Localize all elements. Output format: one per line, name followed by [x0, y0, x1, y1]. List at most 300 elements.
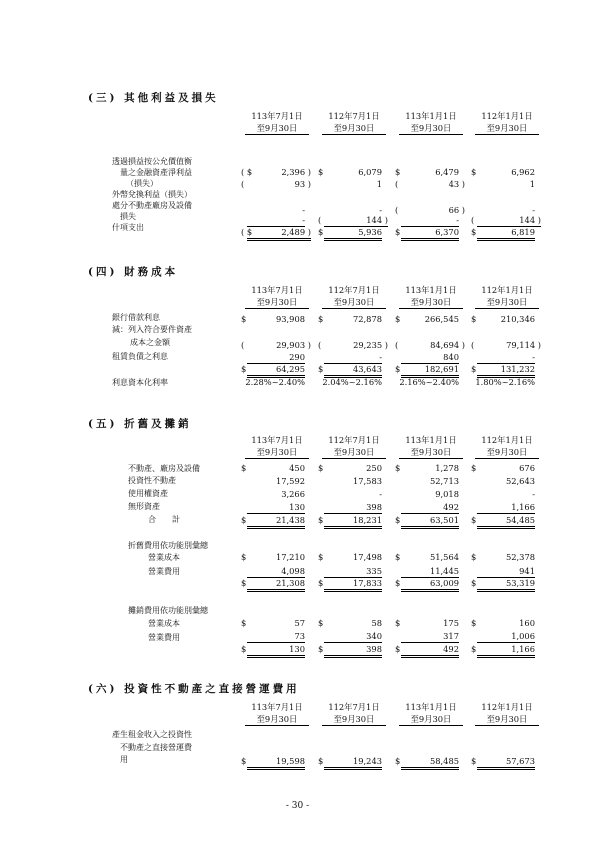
column-header	[322, 701, 386, 726]
value-cell	[395, 463, 465, 474]
section-title: (五) 折舊及攤銷	[88, 418, 192, 430]
value-amount: 17,210	[275, 552, 305, 562]
row-label: 營業成本	[148, 553, 180, 562]
value-cell	[241, 489, 311, 500]
value-cell	[241, 167, 311, 178]
value-cell	[318, 631, 388, 642]
value-cell	[241, 352, 311, 363]
value-amount: 2,489 )	[247, 227, 311, 241]
value-cell	[318, 352, 388, 363]
value-cell	[471, 515, 541, 526]
column-header-period-start: 112年1月1日	[481, 702, 533, 712]
value-cell	[318, 756, 388, 767]
column-header-period-start: 113年1月1日	[405, 111, 457, 121]
value-amount: 58,485	[401, 756, 459, 770]
value-amount: 17,583	[352, 476, 382, 486]
value-cell	[241, 377, 311, 388]
value-amount: 52,643	[505, 476, 535, 486]
value-amount: 17,592	[275, 476, 305, 486]
value-amount: 2.04%~2.16%	[322, 377, 382, 387]
value-cell	[471, 179, 541, 190]
column-header-period-start: 113年7月1日	[251, 702, 303, 712]
row-label: 折舊費用依功能別彙總	[128, 541, 208, 550]
column-header-period-end: 至9月30日	[322, 713, 386, 726]
value-prefix: $	[241, 552, 247, 562]
value-prefix: (	[241, 179, 245, 189]
value-amount: -	[532, 489, 535, 499]
row-label: 銀行借款利息	[112, 313, 160, 322]
value-amount: 9,018	[435, 489, 459, 499]
column-header	[475, 701, 539, 726]
column-header	[399, 110, 463, 135]
value-amount: 144 )	[477, 215, 541, 227]
value-amount: 21,308	[247, 578, 305, 592]
value-cell	[318, 476, 388, 487]
value-prefix: ( $	[241, 227, 253, 237]
value-cell	[318, 314, 388, 325]
column-header	[245, 284, 309, 309]
value-amount: 63,501	[401, 515, 459, 529]
value-cell	[318, 552, 388, 563]
value-amount: -	[379, 489, 382, 499]
value-prefix: $	[395, 578, 401, 588]
value-prefix: ( $	[241, 167, 253, 177]
value-amount: 1,166	[477, 644, 535, 658]
value-prefix: $	[241, 578, 247, 588]
value-cell	[395, 364, 465, 375]
value-amount: 492	[401, 502, 459, 514]
value-amount: 29,903 )	[276, 340, 311, 350]
value-cell	[471, 618, 541, 629]
value-prefix: $	[395, 227, 401, 237]
value-cell	[471, 340, 541, 351]
column-header	[245, 701, 309, 726]
value-amount: 6,079	[358, 167, 382, 177]
value-amount: 43 )	[448, 179, 465, 189]
value-prefix: $	[395, 644, 401, 654]
column-header-period-end: 至9月30日	[399, 446, 463, 459]
row-label: 攤銷費用依功能別彙總	[128, 606, 208, 615]
value-cell	[471, 578, 541, 589]
column-header-period-start: 113年1月1日	[405, 285, 457, 295]
value-amount: 182,691	[401, 364, 459, 378]
column-header	[399, 434, 463, 459]
value-amount: -	[532, 205, 535, 215]
value-cell	[395, 179, 465, 190]
value-cell	[395, 552, 465, 563]
value-prefix: (	[395, 179, 399, 189]
value-cell	[241, 179, 311, 190]
value-amount: 398	[324, 502, 382, 514]
column-header-period-end: 至9月30日	[475, 296, 539, 309]
value-amount: 4,098	[247, 566, 305, 578]
value-cell	[241, 314, 311, 325]
value-prefix: (	[471, 215, 475, 225]
column-header-period-start: 112年7月1日	[328, 111, 380, 121]
value-cell	[318, 566, 388, 577]
value-cell	[471, 463, 541, 474]
value-prefix: $	[318, 515, 324, 525]
value-amount: 266,545	[424, 314, 459, 324]
section-title: (四) 財務成本	[88, 266, 179, 278]
value-amount: 58	[371, 618, 382, 628]
value-prefix: $	[471, 364, 477, 374]
column-header-period-end: 至9月30日	[245, 296, 309, 309]
row-label: 損失	[120, 212, 136, 221]
column-header-period-end: 至9月30日	[475, 446, 539, 459]
value-amount: 144 )	[324, 215, 388, 227]
value-prefix: $	[471, 515, 477, 525]
value-amount: -	[477, 352, 535, 364]
value-prefix: $	[318, 644, 324, 654]
value-prefix: $	[471, 314, 477, 324]
value-cell	[471, 314, 541, 325]
value-cell	[471, 644, 541, 655]
column-header-period-start: 112年1月1日	[481, 111, 533, 121]
row-label: 不動產之直接營運費	[120, 743, 192, 752]
value-prefix: $	[471, 644, 477, 654]
value-prefix: $	[318, 463, 324, 473]
value-amount: 450	[289, 463, 305, 473]
value-prefix: (	[318, 340, 322, 350]
row-label: 成本之金額	[130, 338, 170, 347]
value-cell	[241, 215, 311, 226]
value-amount: 317	[401, 631, 459, 643]
value-prefix: $	[318, 167, 324, 177]
value-amount: 131,232	[477, 364, 535, 378]
value-prefix: $	[241, 644, 247, 654]
value-cell	[318, 227, 388, 238]
value-amount: 1.80%~2.16%	[475, 377, 535, 387]
value-cell	[395, 756, 465, 767]
value-amount: 6,370	[401, 227, 459, 241]
value-cell	[241, 578, 311, 589]
value-amount: 130	[247, 644, 305, 658]
row-label: 減：列入符合要件資產	[112, 325, 192, 334]
row-label: 不動產、廠房及設備	[128, 464, 200, 473]
value-cell	[318, 489, 388, 500]
value-cell	[395, 515, 465, 526]
value-cell	[318, 502, 388, 513]
column-header-period-end: 至9月30日	[322, 446, 386, 459]
value-amount: -	[401, 215, 459, 227]
row-label: 使用權資產	[128, 489, 168, 498]
value-cell	[318, 364, 388, 375]
row-label: 營業成本	[148, 619, 180, 628]
value-amount: 1	[376, 179, 382, 189]
column-header-period-end: 至9月30日	[475, 122, 539, 135]
section-title: (三) 其他利益及損失	[88, 92, 219, 104]
value-amount: 84,694 )	[430, 340, 465, 350]
value-amount: 64,295	[247, 364, 305, 378]
row-label: 無形資產	[128, 502, 160, 511]
value-amount: 1,278	[435, 463, 459, 473]
value-amount: 52,713	[429, 476, 459, 486]
value-prefix: $	[318, 364, 324, 374]
value-cell	[241, 515, 311, 526]
value-cell	[318, 515, 388, 526]
value-cell	[318, 179, 388, 190]
value-cell	[395, 227, 465, 238]
value-prefix: $	[471, 167, 477, 177]
column-header-period-end: 至9月30日	[399, 122, 463, 135]
value-amount: -	[247, 215, 305, 227]
value-prefix: $	[471, 227, 477, 237]
value-amount: -	[302, 205, 305, 215]
value-cell	[395, 476, 465, 487]
column-header	[322, 284, 386, 309]
value-amount: 210,346	[500, 314, 535, 324]
value-amount: 5,936	[324, 227, 382, 241]
value-cell	[395, 566, 465, 577]
value-cell	[471, 756, 541, 767]
column-header-period-start: 112年1月1日	[481, 285, 533, 295]
value-cell	[471, 377, 541, 388]
value-amount: 6,962	[511, 167, 535, 177]
value-cell	[471, 566, 541, 577]
value-cell	[241, 644, 311, 655]
row-label: 投資性不動產	[128, 476, 176, 485]
column-header-period-start: 112年7月1日	[328, 435, 380, 445]
row-label: 透過損益按公允價值衡	[112, 157, 192, 166]
value-cell	[471, 489, 541, 500]
column-header-period-start: 112年7月1日	[328, 285, 380, 295]
value-prefix: $	[395, 552, 401, 562]
value-amount: 17,498	[352, 552, 382, 562]
value-amount: 840	[401, 352, 459, 364]
value-amount: 175	[443, 618, 459, 628]
value-prefix: $	[318, 756, 324, 766]
value-prefix: $	[395, 756, 401, 766]
value-amount: 941	[477, 566, 535, 578]
value-prefix: $	[395, 364, 401, 374]
value-prefix: $	[471, 552, 477, 562]
value-cell	[395, 631, 465, 642]
value-amount: 3,266	[281, 489, 305, 499]
value-amount: 73	[247, 631, 305, 643]
column-header-period-start: 113年7月1日	[251, 435, 303, 445]
value-cell	[395, 340, 465, 351]
column-header	[475, 110, 539, 135]
value-prefix: (	[395, 205, 399, 215]
column-header-period-end: 至9月30日	[399, 296, 463, 309]
value-amount: 340	[324, 631, 382, 643]
column-header-period-start: 113年7月1日	[251, 111, 303, 121]
value-amount: 250	[366, 463, 382, 473]
value-prefix: (	[318, 215, 322, 225]
column-header	[322, 110, 386, 135]
row-label: 營業費用	[148, 633, 180, 642]
value-prefix: $	[471, 463, 477, 473]
column-header	[475, 284, 539, 309]
value-amount: 130	[247, 502, 305, 514]
value-amount: 29,235 )	[353, 340, 388, 350]
value-cell	[241, 227, 311, 238]
value-cell	[318, 377, 388, 388]
value-prefix: $	[241, 463, 247, 473]
value-cell	[395, 377, 465, 388]
value-cell	[241, 476, 311, 487]
value-amount: 1,006	[477, 631, 535, 643]
value-cell	[395, 644, 465, 655]
value-cell	[241, 502, 311, 513]
value-amount: 52,378	[505, 552, 535, 562]
value-prefix: $	[395, 314, 401, 324]
value-prefix: $	[395, 167, 401, 177]
row-label: 產生租金收入之投資性	[112, 730, 192, 739]
value-cell	[471, 631, 541, 642]
row-label: 量之金融資產淨利益	[120, 168, 192, 177]
value-amount: -	[379, 205, 382, 215]
value-cell	[471, 476, 541, 487]
column-header-period-end: 至9月30日	[322, 296, 386, 309]
value-amount: 11,445	[401, 566, 459, 578]
column-header-period-end: 至9月30日	[322, 122, 386, 135]
value-prefix: $	[241, 618, 247, 628]
value-amount: 93 )	[294, 179, 311, 189]
value-cell	[241, 552, 311, 563]
value-prefix: $	[471, 578, 477, 588]
value-amount: 51,564	[429, 552, 459, 562]
page-number: - 30 -	[285, 801, 310, 811]
row-label: 什項支出	[112, 223, 144, 232]
value-cell	[241, 340, 311, 351]
value-prefix: $	[471, 618, 477, 628]
value-prefix: $	[241, 314, 247, 324]
value-cell	[395, 502, 465, 513]
column-header-period-start: 112年1月1日	[481, 435, 533, 445]
column-header-period-start: 113年1月1日	[405, 702, 457, 712]
value-amount: 66 )	[448, 205, 465, 215]
value-amount: 1,166	[477, 502, 535, 514]
value-cell	[318, 340, 388, 351]
value-cell	[241, 631, 311, 642]
value-prefix: $	[241, 515, 247, 525]
value-amount: 2,396 )	[281, 167, 311, 177]
value-cell	[318, 215, 388, 226]
value-amount: 335	[324, 566, 382, 578]
value-cell	[318, 463, 388, 474]
value-cell	[395, 618, 465, 629]
column-header	[475, 434, 539, 459]
value-prefix: $	[318, 314, 324, 324]
value-amount: 19,598	[247, 756, 305, 770]
value-cell	[241, 566, 311, 577]
value-cell	[395, 352, 465, 363]
value-cell	[471, 227, 541, 238]
value-amount: 63,009	[401, 578, 459, 592]
value-cell	[395, 489, 465, 500]
column-header	[245, 434, 309, 459]
value-cell	[241, 618, 311, 629]
value-amount: 79,114 )	[506, 340, 541, 350]
value-amount: 57	[294, 618, 305, 628]
value-cell	[395, 215, 465, 226]
value-cell	[471, 502, 541, 513]
value-amount: -	[324, 352, 382, 364]
value-cell	[471, 352, 541, 363]
value-amount: 2.28%~2.40%	[245, 377, 305, 387]
value-amount: 160	[519, 618, 535, 628]
section-title: (六) 投資性不動產之直接營運費用	[88, 683, 300, 695]
value-prefix: (	[395, 340, 399, 350]
value-amount: 53,319	[477, 578, 535, 592]
row-label: 租賃負債之利息	[112, 352, 168, 361]
value-cell	[241, 364, 311, 375]
value-cell	[471, 167, 541, 178]
value-amount: 492	[401, 644, 459, 658]
value-amount: 17,833	[324, 578, 382, 592]
value-prefix: $	[395, 515, 401, 525]
value-cell	[318, 618, 388, 629]
column-header-period-start: 112年7月1日	[328, 702, 380, 712]
row-label: 處分不動產廠房及設備	[112, 201, 192, 210]
value-prefix: (	[241, 340, 245, 350]
value-prefix: $	[318, 552, 324, 562]
row-label: 外幣兌換利益（損失）	[112, 190, 192, 199]
row-label: 合 計	[148, 515, 180, 524]
value-amount: 57,673	[477, 756, 535, 770]
value-prefix: $	[241, 364, 247, 374]
value-cell	[471, 215, 541, 226]
value-prefix: $	[471, 756, 477, 766]
column-header-period-end: 至9月30日	[245, 122, 309, 135]
value-cell	[395, 578, 465, 589]
value-cell	[395, 167, 465, 178]
column-header	[399, 284, 463, 309]
value-amount: 43,643	[324, 364, 382, 378]
column-header	[322, 434, 386, 459]
value-amount: 1	[529, 179, 535, 189]
value-amount: 676	[519, 463, 535, 473]
value-amount: 398	[324, 644, 382, 658]
value-amount: 93,908	[275, 314, 305, 324]
value-prefix: $	[395, 618, 401, 628]
value-amount: 6,479	[435, 167, 459, 177]
row-label: （損失）	[126, 179, 158, 188]
value-amount: 54,485	[477, 515, 535, 529]
value-amount: 19,243	[324, 756, 382, 770]
value-prefix: $	[241, 756, 247, 766]
value-cell	[318, 167, 388, 178]
column-header-period-end: 至9月30日	[245, 713, 309, 726]
row-label: 用	[120, 755, 128, 764]
row-label: 利息資本化利率	[112, 378, 168, 387]
column-header-period-end: 至9月30日	[399, 713, 463, 726]
value-cell	[241, 463, 311, 474]
value-cell	[471, 552, 541, 563]
column-header-period-start: 113年1月1日	[405, 435, 457, 445]
row-label: 營業費用	[148, 567, 180, 576]
value-cell	[318, 578, 388, 589]
value-prefix: $	[318, 578, 324, 588]
value-amount: 6,819	[477, 227, 535, 241]
value-amount: 72,878	[352, 314, 382, 324]
value-cell	[318, 644, 388, 655]
value-cell	[395, 314, 465, 325]
value-prefix: $	[318, 227, 324, 237]
value-cell	[241, 756, 311, 767]
column-header	[399, 701, 463, 726]
value-prefix: $	[318, 618, 324, 628]
column-header-period-end: 至9月30日	[475, 713, 539, 726]
column-header-period-start: 113年7月1日	[251, 285, 303, 295]
column-header	[245, 110, 309, 135]
value-prefix: (	[471, 340, 475, 350]
value-prefix: $	[395, 463, 401, 473]
value-amount: 2.16%~2.40%	[399, 377, 459, 387]
value-amount: 18,231	[324, 515, 382, 529]
